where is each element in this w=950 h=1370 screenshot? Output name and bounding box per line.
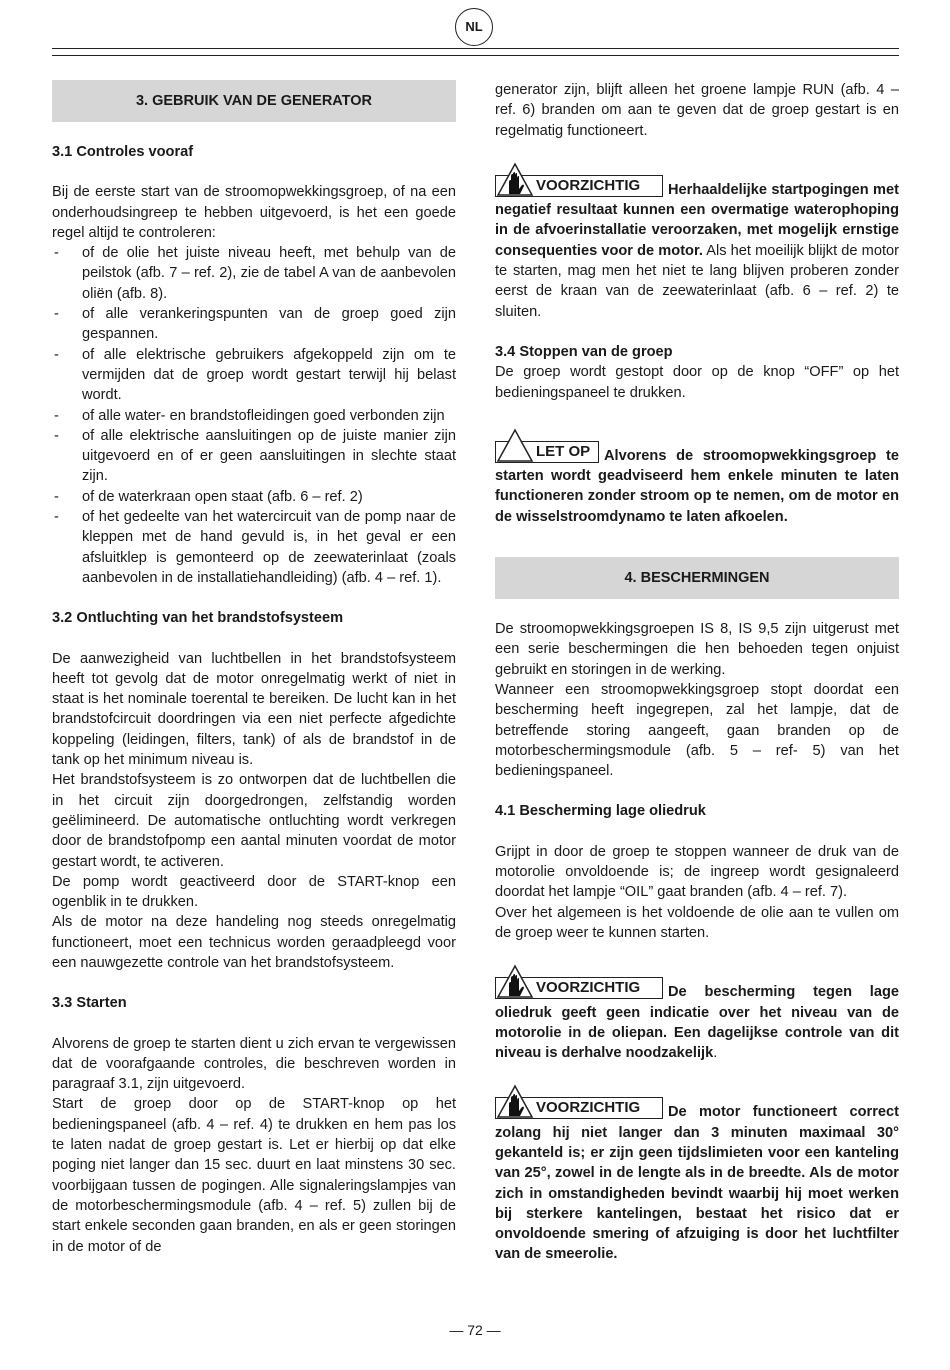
s32-paragraph: Als de motor na deze handeling nog steeds onregelmatig functioneert, moet een technicus worden geraadpleegd voor een nauwgezette controle van het brandstofsysteem. (52, 914, 456, 971)
s33-paragraph: Alvorens de groep te starten dient u zich ervan te vergewissen dat de voorafgaande controles, die beschreven worden in paragraaf 3.1, zijn uitgevoerd. (52, 1035, 456, 1093)
s31-intro: Bij de eerste start van de stroomopwekkingsgroep, of na een onderhoudsingreep te hebben uitgevoerd, is het een goede regel altijd te controleren: (52, 184, 456, 241)
subsection-3-1-title: 3.1 Controles vooraf (52, 144, 194, 160)
s32-paragraph: Het brandstofsysteem is zo ontworpen dat de luchtbellen die in het circuit zijn doorgedrongen, zelfstandig worden geëlimineerd. De automatische ontluchting wordt verkregen door de brandstofpomp een aantal minuten voordat de motor gestart wordt, te activeren. (52, 772, 456, 870)
warning-triangle-icon (496, 428, 534, 462)
section-4-heading: 4. BESCHERMINGEN (495, 557, 899, 599)
subsection-3-3-title: 3.3 Starten (52, 995, 127, 1012)
warning-hand-icon (496, 162, 534, 196)
header-rule-bottom (52, 55, 899, 56)
subsection-3-4-title: 3.4 Stoppen van de groep (495, 343, 673, 360)
right-column (495, 80, 899, 1265)
warning-hand-icon (496, 1084, 534, 1118)
warning-repeated-start: VOORZICHTIG Herhaaldelijke startpogingen met negatief resultaat kunnen een overmatige waterophoping in de afvoerinstallatie veroorzaken, met mogelijk ernstige consequenties voor de motor. Als het moeilijk blijkt de motor te starten, mag men het niet te lang blijven proberen zonder eerst de kraan van de zeewaterinlaat (afb. 6 – ref. 2) te sluiten. (495, 175, 899, 322)
s32-paragraph: De aanwezigheid van luchtbellen in het brandstofsysteem heeft tot gevolg dat de motor onregelmatig werkt of niet in staat is het nominale toerental te bereiken. De lucht kan in het brandstofcircuit doordringen via een niet perfecte afgedichte koppeling (leidingen, filters, tank) of als de brandstof in de tank op het minimum niveau is. (52, 650, 456, 769)
warning-tilt: VOORZICHTIG De motor functioneert correct zolang hij niet langer dan 3 minuten maximaal 30° gekanteld is; er zijn geen tijdslimieten voor een kanteling van 25°, zowel in de lengte als in de breedte. Als de motor zich in omstandigheden bevindt waarbij hij moet werken bij sterkere kantelingen, bestaat het risico dat er onvoldoende smering of afzuiging is door het luchtfilter van de smeerolie. (495, 1097, 899, 1264)
check-list (52, 243, 456, 588)
section-3-heading: 3. GEBRUIK VAN DE GENERATOR (52, 80, 456, 122)
s41-paragraph: Over het algemeen is het voldoende de olie aan te vullen om de groep weer te kunnen starten. (495, 904, 899, 941)
warning-oil-pressure: VOORZICHTIG De bescherming tegen lage oliedruk geeft geen indicatie over het niveau van de motorolie in de oliepan. Een dagelijkse controle van dit niveau is derhalve noodzakelijk. (495, 977, 899, 1063)
check-item: - of alle verankeringspunten van de groep goed zijn gespannen. (52, 304, 456, 345)
voorzichtig-badge: VOORZICHTIG (495, 175, 663, 197)
subsection-3-2-title: 3.2 Ontluchting van het brandstofsysteem (52, 610, 344, 627)
s32-paragraph: De pomp wordt geactiveerd door de START-knop een ogenblik in te drukken. (52, 873, 456, 911)
s4-paragraph: De stroomopwekkingsgroepen IS 8, IS 9,5 zijn uitgerust met een serie beschermingen die hen behoeden tegen onjuist gebruikt en storingen in de werking. (495, 621, 899, 678)
voorzichtig-badge: VOORZICHTIG (495, 1097, 663, 1119)
s33-paragraph: Start de groep door op de START-knop op het bedieningspaneel (afb. 4 – ref. 4) te drukken en hem pas los te laten nadat de groep gestart is. Let er hierbij op dat elke poging niet langer dan 15 sec. duurt en laat minstens 30 sec. voorbijgaan tussen de pogingen. Alle signaleringslampjes van de motorbeschermingsmodule (afb. 4 – ref. 5) zullen bij de start enkele seconden gaan branden, en als er geen storingen in de motor of de (52, 1096, 456, 1255)
s4-paragraph: Wanneer een stroomopwekkingsgroep stopt doordat een bescherming heeft ingegrepen, zal het lampje, dat de betreffende storing aangeeft, gaan branden op de motorbeschermingsmodule (afb. 5 – ref- 5) van het bedieningspaneel. (495, 681, 899, 780)
check-item: - of de waterkraan open staat (afb. 6 – ref. 2) (52, 487, 456, 507)
warning-hand-icon (496, 964, 534, 998)
subsection-4-1-title: 4.1 Bescherming lage oliedruk (495, 803, 706, 820)
warning-let-op: LET OP Alvorens de stroomopwekkingsgroep te starten wordt geadviseerd hem enkele minuten te laten functioneren zonder stroom op te nemen, om de motor en de wisselstroomdynamo te laten afkoelen. (495, 441, 899, 527)
s41-paragraph: Grijpt in door de groep te stoppen wanneer de druk van de motorolie onvoldoende is; de ingreep wordt gesignaleerd doordat het lampje “OIL” gaat branden (afb. 4 – ref. 7). (495, 843, 899, 901)
check-item: - of het gedeelte van het watercircuit van de pomp naar de kleppen met de hand gevuld is, in het geval er een afsluitklep is gemonteerd op de zeewaterinlaat (zoals aanbevolen in de installatiehandleiding) (afb. 4 – ref. 1). (52, 507, 456, 588)
check-item: - of alle elektrische gebruikers afgekoppeld zijn om te vermijden dat de groep wordt gestart terwijl hij belast wordt. (52, 345, 456, 406)
check-item: - of alle water- en brandstofleidingen goed verbonden zijn (52, 406, 456, 426)
check-item: - of de olie het juiste niveau heeft, met behulp van de peilstok (afb. 7 – ref. 2), zie de tabel A van de aanbevolen oliën (afb. 8). (52, 243, 456, 304)
page-number: — 72 — (449, 1322, 501, 1338)
voorzichtig-badge: VOORZICHTIG (495, 977, 663, 999)
let-op-badge: LET OP (495, 441, 599, 463)
left-column (52, 80, 456, 1257)
language-badge: NL (455, 8, 493, 46)
header-rule-top (52, 48, 899, 49)
s34-paragraph: De groep wordt gestopt door op de knop “OFF” op het bedieningspaneel te drukken. (495, 364, 899, 401)
check-item: - of alle elektrische aansluitingen op de juiste manier zijn uitgevoerd en of er geen aansluitingen in slechte staat zijn. (52, 426, 456, 487)
continued-paragraph: generator zijn, blijft alleen het groene lampje RUN (afb. 4 – ref. 6) branden om aan te geven dat de groep gestart is en regelmatig functioneert. (495, 82, 899, 139)
